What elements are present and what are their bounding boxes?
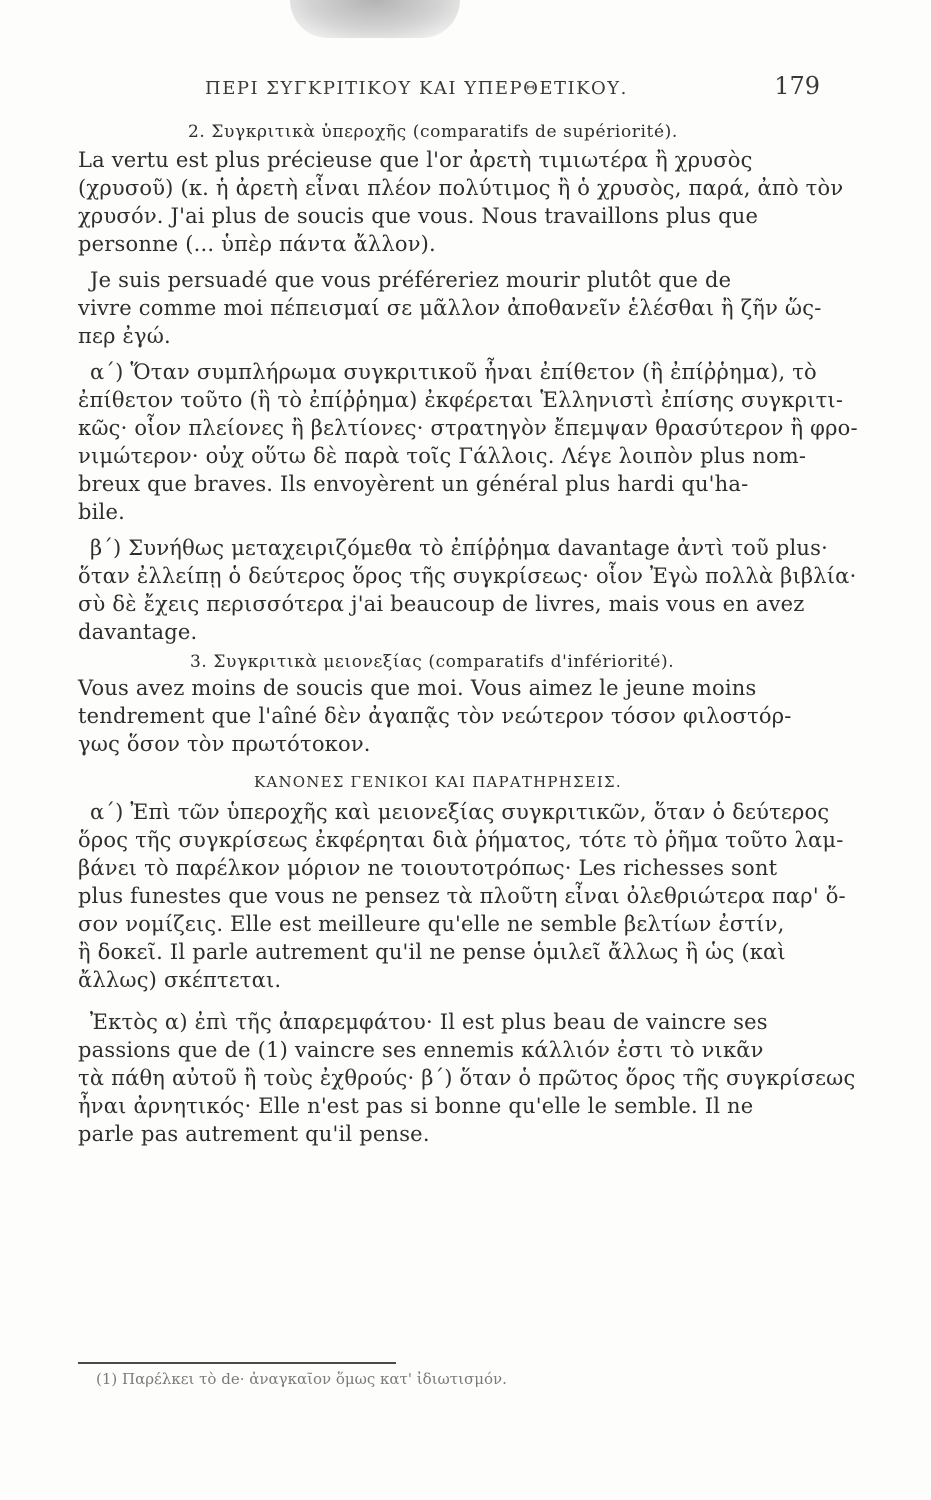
text-line: Je suis persuadé que vous préféreriez mourir plutôt que de — [90, 268, 732, 292]
text-line: parle pas autrement qu'il pense. — [78, 1122, 430, 1146]
text-line: 2. Συγκριτικὰ ὑπεροχῆς (comparatifs de supériorité). — [188, 122, 678, 142]
text-line: passions que de (1) vaincre ses ennemis κάλλιόν ἐστι τὸ νικᾶν — [78, 1038, 764, 1062]
text-line: Ἐκτὸς α) ἐπὶ τῆς ἀπαρεμφάτου· Il est plus beau de vaincre ses — [90, 1010, 768, 1034]
text-line: νιμώτερον· οὐχ οὕτω δὲ παρὰ τοῖς Γάλλοις. Λέγε λοιπὸν plus nom- — [78, 444, 807, 468]
text-line: βάνει τὸ παρέλκον μόριον ne τοιουτοτρόπως· Les richesses sont — [78, 856, 778, 880]
text-line: ἢ δοκεῖ. Il parle autrement qu'il ne pense ὁμιλεῖ ἄλλως ἢ ὡς (καὶ — [78, 940, 786, 964]
footnote-rule — [78, 1362, 396, 1364]
ink-smudge — [290, 0, 460, 38]
text-line: κῶς· οἷον πλείονες ἢ βελτίονες· στρατηγὸν ἔπεμψαν θρασύτερον ἢ φρο- — [78, 416, 858, 440]
text-line: 3. Συγκριτικὰ μειονεξίας (comparatifs d'infériorité). — [190, 652, 675, 672]
text-line: γως ὅσον τὸν πρωτότοκον. — [78, 732, 371, 756]
text-line: La vertu est plus précieuse que l'or ἀρετὴ τιμιωτέρα ἢ χρυσὸς — [78, 148, 753, 172]
text-line: tendrement que l'aîné δὲν ἀγαπᾷς τὸν νεώτερον τόσον φιλοστόρ- — [78, 704, 792, 728]
text-line: χρυσόν. J'ai plus de soucis que vous. Nous travaillons plus que — [78, 204, 759, 228]
text-line: β΄) Συνήθως μεταχειριζόμεθα τὸ ἐπίῤῥημα davantage ἀντὶ τοῦ plus· — [90, 536, 828, 560]
text-line: (χρυσοῦ) (κ. ἡ ἀρετὴ εἶναι πλέον πολύτιμος ἢ ὁ χρυσὸς, παρά, ἀπὸ τὸν — [78, 176, 844, 200]
text-line: σὺ δὲ ἔχεις περισσότερα j'ai beaucoup de livres, mais vous en avez — [78, 592, 805, 616]
text-line: περ ἐγώ. — [78, 324, 171, 348]
running-head: ΠΕΡΙ ΣΥΓΚΡΙΤΙΚΟΥ ΚΑΙ ΥΠΕΡΘΕΤΙΚΟΥ. — [205, 78, 628, 99]
text-line: ἄλλως) σκέπτεται. — [78, 968, 282, 992]
text-line: ὅταν ἐλλείπῃ ὁ δεύτερος ὅρος τῆς συγκρίσεως· οἷον Ἐγὼ πολλὰ βιβλία· — [78, 564, 857, 588]
text-line: ὅρος τῆς συγκρίσεως ἐκφέρηται διὰ ῥήματος, τότε τὸ ῥῆμα τοῦτο λαμ- — [78, 828, 844, 852]
text-line: τὰ πάθη αὐτοῦ ἢ τοὺς ἐχθρούς· β΄) ὅταν ὁ πρῶτος ὅρος τῆς συγκρίσεως — [78, 1066, 856, 1090]
text-line: vivre comme moi πέπεισμαί σε μᾶλλον ἀποθανεῖν ἑλέσθαι ἢ ζῆν ὥς- — [78, 296, 822, 320]
page-number: 179 — [774, 72, 820, 100]
page-header — [205, 72, 820, 104]
text-line: plus funestes que vous ne pensez τὰ πλοῦτη εἶναι ὀλεθριώτερα παρ' ὅ- — [78, 884, 846, 908]
text-line: bile. — [78, 500, 125, 524]
text-line: davantage. — [78, 620, 198, 644]
text-line: ἦναι ἀρνητικός· Elle n'est pas si bonne qu'elle le semble. Il ne — [78, 1094, 754, 1118]
text-line: breux que braves. Ils envoyèrent un général plus hardi qu'ha- — [78, 472, 749, 496]
section-heading: ΚΑΝΟΝΕΣ ΓΕΝΙΚΟΙ ΚΑΙ ΠΑΡΑΤΗΡΗΣΕΙΣ. — [254, 773, 622, 791]
text-line: α΄) Ὅταν συμπλήρωμα συγκριτικοῦ ἦναι ἐπίθετον (ἢ ἐπίῤῥημα), τὸ — [90, 360, 817, 384]
text-line: ἐπίθετον τοῦτο (ἢ τὸ ἐπίῤῥημα) ἐκφέρεται Ἑλληνιστὶ ἐπίσης συγκριτι- — [78, 388, 844, 412]
footnote: (1) Παρέλκει τὸ de· ἀναγκαῖον ὅμως κατ' ἰδιωτισμόν. — [96, 1370, 507, 1388]
text-line: personne (... ὑπὲρ πάντα ἄλλον). — [78, 232, 436, 256]
text-line: Vous avez moins de soucis que moi. Vous aimez le jeune moins — [78, 676, 757, 700]
text-line: α΄) Ἐπὶ τῶν ὑπεροχῆς καὶ μειονεξίας συγκριτικῶν, ὅταν ὁ δεύτερος — [90, 800, 830, 824]
text-line: σον νομίζεις. Elle est meilleure qu'elle ne semble βελτίων ἐστίν, — [78, 912, 785, 936]
